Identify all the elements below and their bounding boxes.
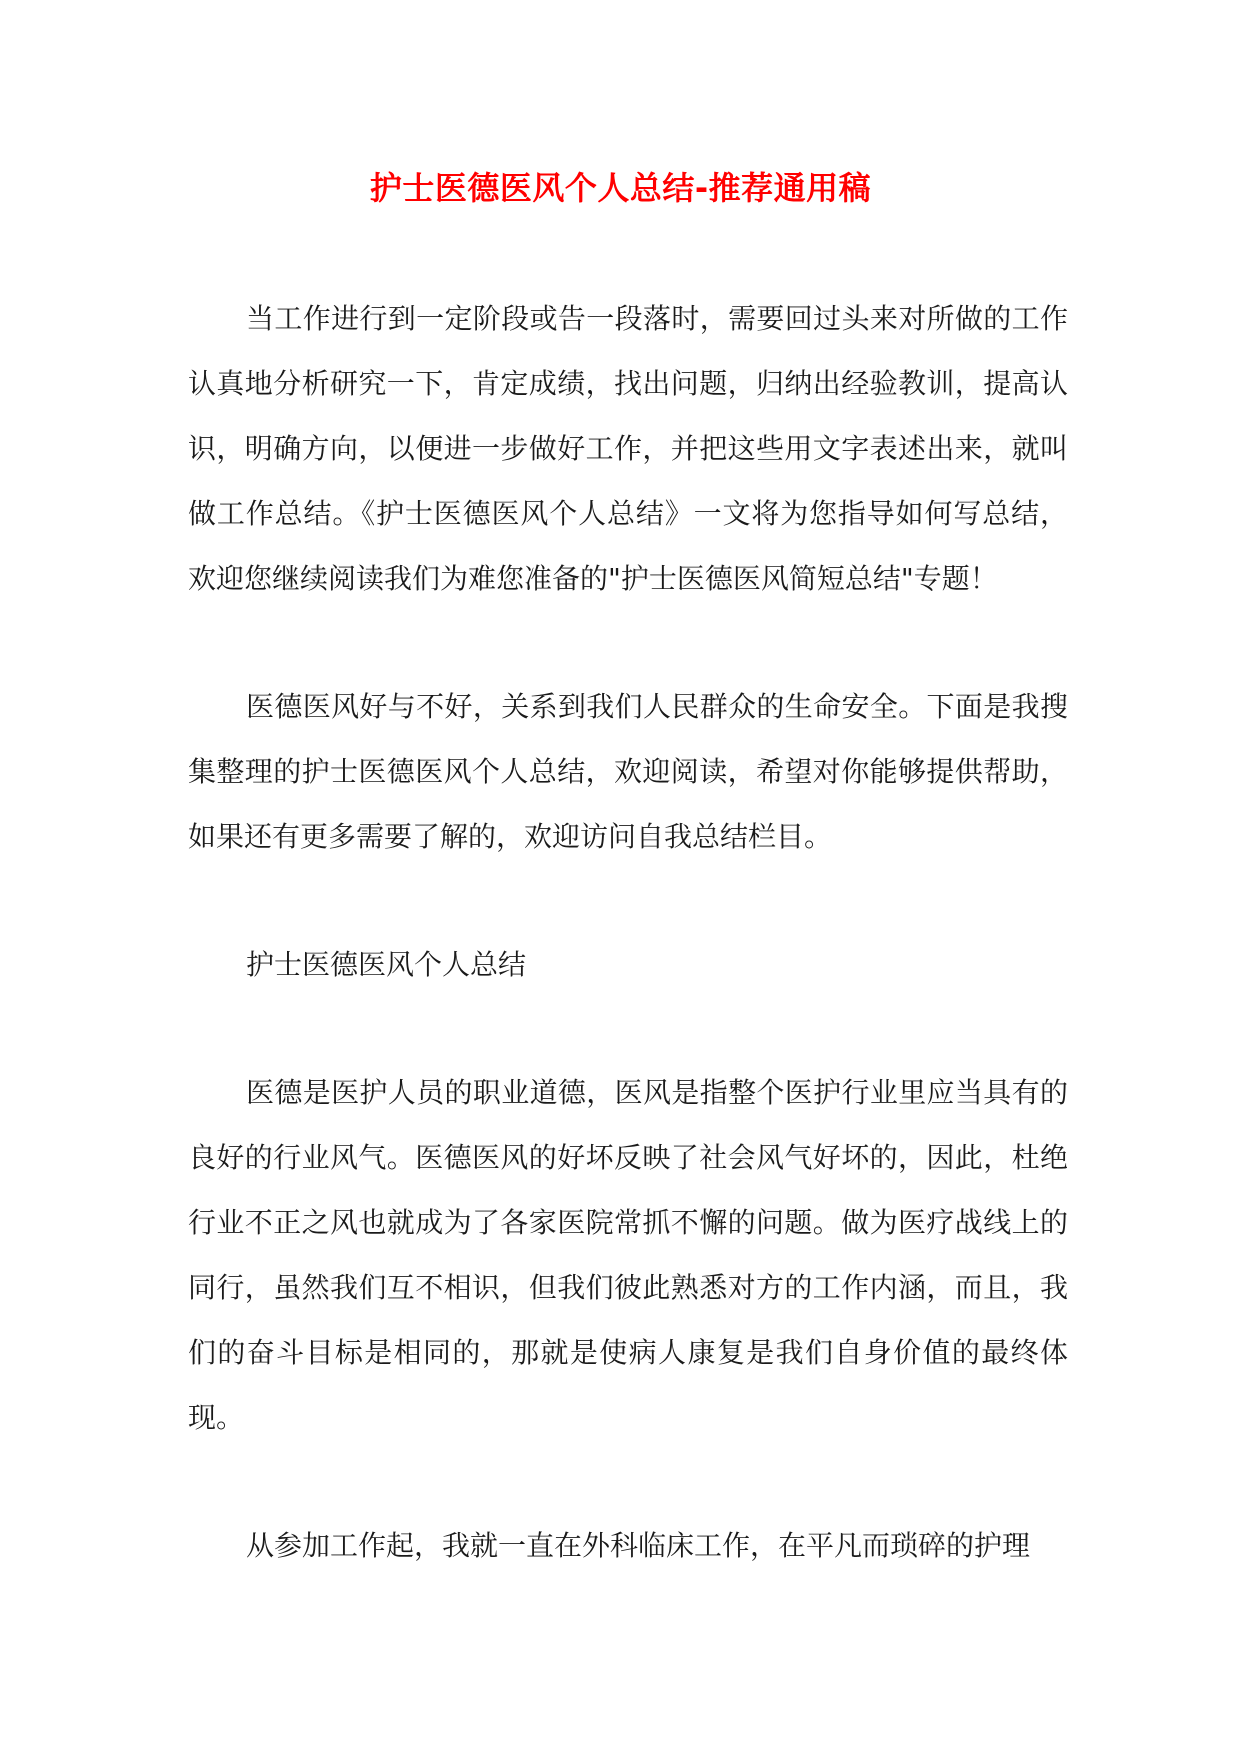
section-heading: 护士医德医风个人总结 (246, 948, 527, 981)
paragraph-intro: 当工作进行到一定阶段或告一段落时，需要回过头来对所做的工作认真地分析研究一下，肯定成绩，找出问题，归纳出经验教训，提高认识，明确方向，以便进一步做好工作，并把这些用文字表述出来，就叫做工作总结。《护士医德医风个人总结》一文将为您指导如何写总结，欢迎您继续阅读我们为难您准备的"护士医德医风简短总结"专题！ (188, 302, 1068, 595)
document-title: 护士医德医风个人总结-推荐通用稿 (369, 169, 872, 207)
paragraph-medical-ethics: 医德是医护人员的职业道德，医风是指整个医护行业里应当具有的良好的行业风气。医德医风的好坏反映了社会风气好坏的，因此，杜绝行业不正之风也就成为了各家医院常抓不懈的问题。做为医疗战线上的同行，虽然我们互不相识，但我们彼此熟悉对方的工作内涵，而且，我们的奋斗目标是相同的，那就是使病人康复是我们自身价值的最终体现。 (188, 1076, 1068, 1434)
paragraph-preface: 医德医风好与不好，关系到我们人民群众的生命安全。下面是我搜集整理的护士医德医风个人总结，欢迎阅读，希望对你能够提供帮助，如果还有更多需要了解的，欢迎访问自我总结栏目。 (188, 690, 1068, 853)
paragraph-work-history: 从参加工作起，我就一直在外科临床工作，在平凡而琐碎的护理 (246, 1529, 1031, 1562)
